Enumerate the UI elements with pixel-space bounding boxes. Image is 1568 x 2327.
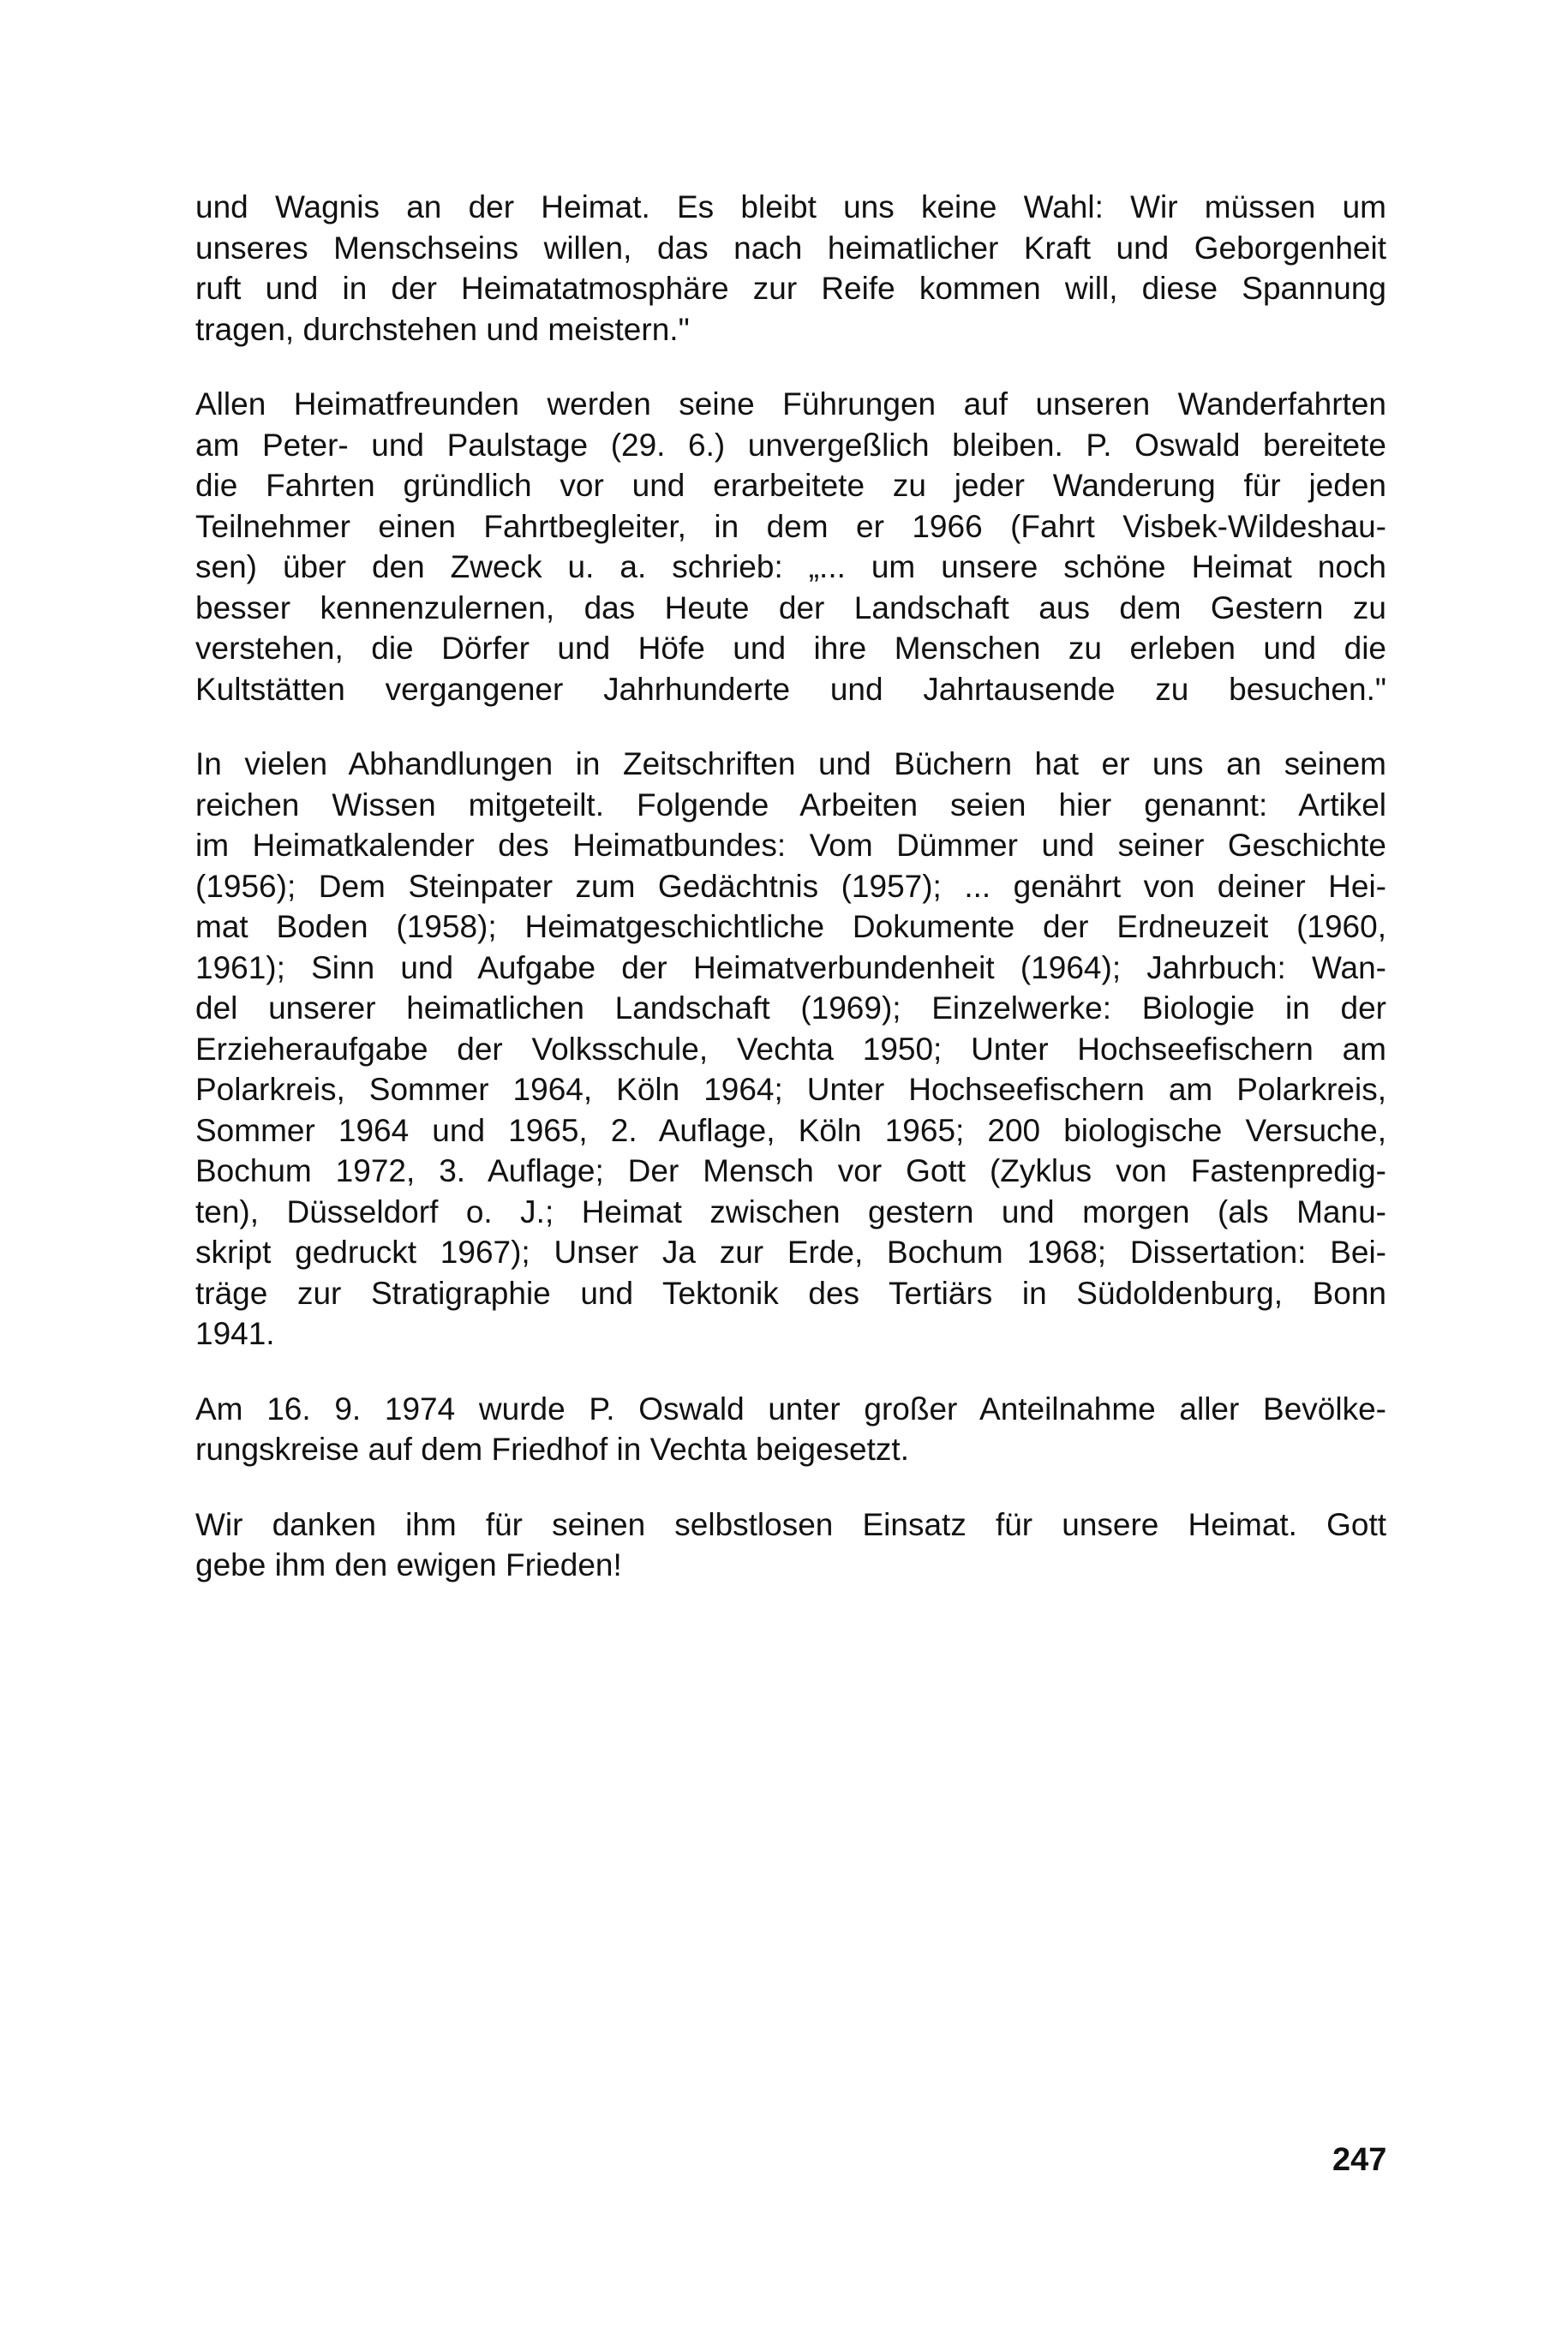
paragraph-2 [195,384,1386,709]
body-text [195,187,1386,1620]
text-line: reichen Wissen mitgeteilt. Folgende Arbeiten seien hier genannt: Artikel [195,787,1386,823]
text-line: ten), Düsseldorf o. J.; Heimat zwischen gestern und morgen (als Manu- [195,1193,1386,1229]
text-line: Wir danken ihm für seinen selbstlosen Einsatz für unsere Heimat. Gott [195,1506,1386,1542]
text-line: ruft und in der Heimatatmosphäre zur Reife kommen will, diese Spannung [195,271,1386,306]
text-line: unseres Menschseins willen, das nach heimatlicher Kraft und Geborgenheit [195,230,1386,266]
page-number: 247 [1332,2142,1387,2178]
text-line: mat Boden (1958); Heimatgeschichtliche Dokumente der Erdneuzeit (1960, [195,909,1386,944]
text-line: besser kennenzulernen, das Heute der Landschaft aus dem Gestern zu [195,589,1386,625]
text-line: skript gedruckt 1967); Unser Ja zur Erde, Bochum 1968; Dissertation: Bei- [195,1235,1386,1270]
text-line: (1956); Dem Steinpater zum Gedächtnis (1957); ... genährt von deiner Hei- [195,868,1386,904]
text-line: tragen, durchstehen und meistern." [195,311,690,347]
text-line: Polarkreis, Sommer 1964, Köln 1964; Unter Hochseefischern am Polarkreis, [195,1072,1386,1107]
text-line: träge zur Stratigraphie und Tektonik des Tertiärs in Südoldenburg, Bonn [195,1275,1386,1311]
text-line: Teilnehmer einen Fahrtbegleiter, in dem er 1966 (Fahrt Visbek-Wildeshau- [195,508,1386,544]
text-line: Sommer 1964 und 1965, 2. Auflage, Köln 1965; 200 biologische Versuche, [195,1112,1386,1148]
text-line: Kultstätten vergangener Jahrhunderte und Jahrtausende zu besuchen." [195,671,1386,707]
paragraph-4 [195,1389,1386,1470]
text-line: rungskreise auf dem Friedhof in Vechta beigesetzt. [195,1432,909,1467]
text-line: am Peter- und Paulstage (29. 6.) unvergeßlich bleiben. P. Oswald bereitete [195,427,1386,463]
text-line: del unserer heimatlichen Landschaft (1969); Einzelwerke: Biologie in der [195,990,1386,1026]
text-line: die Fahrten gründlich vor und erarbeitete zu jeder Wanderung für jeden [195,468,1386,503]
paragraph-5 [195,1504,1386,1586]
text-line: gebe ihm den ewigen Frieden! [195,1547,622,1582]
text-line: Am 16. 9. 1974 wurde P. Oswald unter großer Anteilnahme aller Bevölke- [195,1391,1386,1427]
text-line: verstehen, die Dörfer und Höfe und ihre Menschen zu erleben und die [195,631,1386,666]
text-line: sen) über den Zweck u. a. schrieb: „... um unsere schöne Heimat noch [195,549,1386,584]
text-line: 1941. [195,1316,275,1351]
text-line: In vielen Abhandlungen in Zeitschriften und Büchern hat er uns an seinem [195,746,1386,781]
text-line: und Wagnis an der Heimat. Es bleibt uns keine Wahl: Wir müssen um [195,189,1386,224]
text-line: Erzieheraufgabe der Volksschule, Vechta 1950; Unter Hochseefischern am [195,1031,1386,1067]
text-line: 1961); Sinn und Aufgabe der Heimatverbundenheit (1964); Jahrbuch: Wan- [195,949,1386,985]
text-line: Bochum 1972, 3. Auflage; Der Mensch vor Gott (Zyklus von Fastenpredig- [195,1153,1386,1188]
text-line: Allen Heimatfreunden werden seine Führungen auf unseren Wanderfahrten [195,386,1386,422]
paragraph-3 [195,744,1386,1355]
text-line: im Heimatkalender des Heimatbundes: Vom Dümmer und seiner Geschichte [195,828,1386,863]
paragraph-1 [195,187,1386,350]
